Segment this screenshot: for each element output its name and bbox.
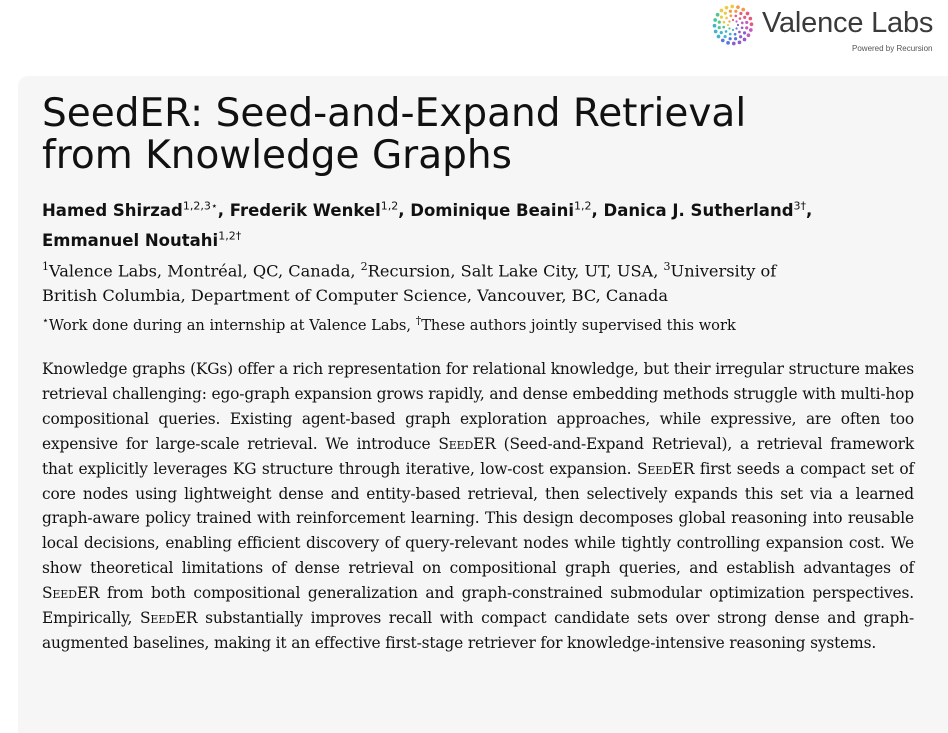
author-list: Hamed Shirzad$^{1,2,3⋆}$, Frederik Wenkel$^{1,2}$, Dominique Beaini$^{1,2}$, Danica J. Sutherland$^{3\dagger}$, Emmanuel Noutahi$^{1,2\dagger}$	[42, 199, 813, 250]
method-name: SeedER	[42, 584, 100, 603]
affiliation-line-1: $^1$Valence Labs, Montréal, QC, Canada, $^2$Recursion, Salt Lake City, UT, USA, $^3$University of	[42, 260, 777, 281]
author-name: Frederik Wenkel$^{1,2}$	[229, 199, 399, 220]
title-line-1: SeedER: Seed-and-Expand Retrieval	[42, 91, 747, 136]
affiliation-line-2: British Columbia, Department of Computer Science, Vancouver, BC, Canada	[42, 286, 669, 306]
method-name: SeedER	[140, 609, 198, 628]
author-name: Danica J. Sutherland$^{3\dagger}$	[603, 199, 806, 220]
logo-wordmark: Valence Labs	[762, 7, 934, 39]
abstract: Knowledge graphs (KGs) offer a rich representation for relational knowledge, but their irregular structure makes retrieval challenging: ego-graph expansion grows rapidly, and dense embedding methods struggle with multi-hop compositional queries. Existing agent-based graph exploration approaches, while expressive, are often too expensive for large-scale retrieval. We introduce SeedER (Seed-and-Expand Retrieval), a retrieval framework that explicitly leverages KG structure through iterative, low-cost expansion. SeedER first seeds a compact set of core nodes using lightweight dense and entity-based retrieval, then selectively expands this set via a learned graph-aware policy trained with reinforcement learning. This design decomposes global reasoning into reusable local decisions, enabling efficient discovery of query-relevant nodes while tightly controlling expansion cost. We show theoretical limitations of dense retrieval on compositional graph queries, and establish advantages of SeedER from both compositional generalization and graph-constrained submodular optimization perspectives. Empirically, SeedER substantially improves recall with compact candidate sets over strong dense and graph-augmented baselines, making it an effective first-stage retriever for knowledge-intensive reasoning systems.	[42, 360, 915, 652]
valence-labs-logo	[710, 4, 940, 52]
paper-title	[42, 93, 922, 177]
author-notes: ⋆Work done during an internship at Valence Labs, †These authors jointly supervised this work	[42, 314, 736, 335]
author-name: Emmanuel Noutahi$^{1,2\dagger}$	[42, 229, 242, 250]
valence-burst-icon	[712, 4, 754, 46]
affiliations	[42, 254, 922, 338]
method-name: SeedER	[636, 459, 695, 478]
logo-tagline: Powered by Recursion	[852, 44, 933, 53]
author-name: Dominique Beaini$^{1,2}$	[410, 199, 592, 220]
method-name: SeedER	[438, 434, 496, 453]
author-name: Hamed Shirzad$^{1,2,3⋆}$	[42, 199, 218, 220]
title-line-2: from Knowledge Graphs	[42, 133, 512, 178]
